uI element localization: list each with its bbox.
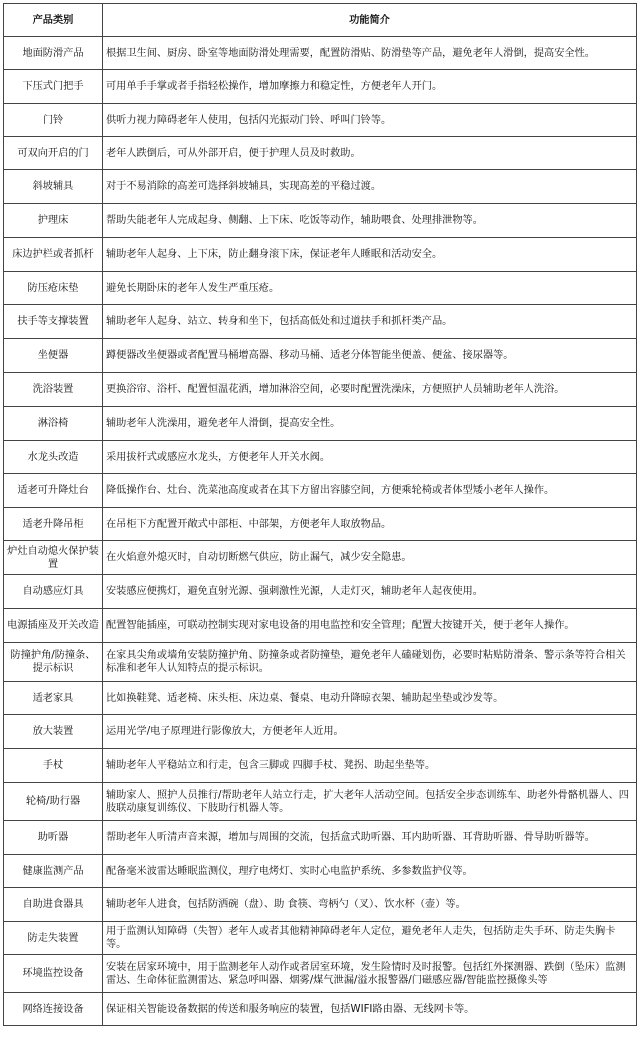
product-category: 床边护栏或者抓杆 <box>4 238 103 272</box>
product-category: 环境监控设备 <box>4 955 103 993</box>
table-row <box>4 955 637 993</box>
product-category: 防压疮床垫 <box>4 272 103 305</box>
product-category: 自助进食器具 <box>4 888 103 922</box>
product-category: 洗浴装置 <box>4 373 103 407</box>
product-category: 适老可升降灶台 <box>4 474 103 508</box>
table-row <box>4 682 637 715</box>
product-table <box>3 3 637 1026</box>
table-row <box>4 339 637 373</box>
product-description: 辅助家人、照护人员推行/帮助老年人站立行走，扩大老年人活动空间。包括安全步态训练车、助老外骨骼机器人、四肢联动康复训练仪、下肢助行机器人等。 <box>103 783 637 821</box>
table-row <box>4 238 637 272</box>
table-row <box>4 474 637 508</box>
product-description: 帮助老年人听清声音来源，增加与周围的交流，包括盒式助听器、耳内助听器、耳背助听器、骨导助听器等。 <box>103 821 637 855</box>
product-description: 配备毫米波雷达睡眠监测仪，理疗电烤灯、实时心电监护系统、多参数监护仪等。 <box>103 855 637 888</box>
table-header-row <box>4 4 637 37</box>
product-description: 安装在居家环境中，用于监测老年人动作或者居室环境，发生险情时及时报警。包括红外探测器、跌倒（坠床）监测雷达、生命体征监测雷达、紧急呼叫器、烟雾/煤气泄漏/溢水报警器/门磁感应器/智能监控摄像头等 <box>103 955 637 993</box>
table-row <box>4 104 637 137</box>
table-row <box>4 855 637 888</box>
table-row <box>4 993 637 1026</box>
product-category: 地面防滑产品 <box>4 37 103 70</box>
product-category: 下压式门把手 <box>4 70 103 104</box>
product-category: 网络连接设备 <box>4 993 103 1026</box>
table-row <box>4 541 637 575</box>
product-description: 配置智能插座，可联动控制实现对家电设备的用电监控和安全管理；配置大按键开关，便于老年人操作。 <box>103 609 637 643</box>
table-row <box>4 272 637 305</box>
product-description: 在火焰意外熄灭时，自动切断燃气供应，防止漏气，减少安全隐患。 <box>103 541 637 575</box>
product-category: 助听器 <box>4 821 103 855</box>
product-description: 老年人跌倒后，可从外部开启，便于护理人员及时救助。 <box>103 137 637 170</box>
product-category: 防走失装置 <box>4 922 103 955</box>
table-row <box>4 441 637 474</box>
product-description: 采用拔杆式或感应水龙头，方便老年人开关水阀。 <box>103 441 637 474</box>
product-description: 运用光学/电子原理进行影像放大，方便老年人近用。 <box>103 715 637 749</box>
product-description: 供听力视力障碍老年人使用，包括闪光振动门铃、呼叫门铃等。 <box>103 104 637 137</box>
product-description: 更换浴帘、浴杆、配置恒温花洒，增加淋浴空间，必要时配置洗澡床，方便照护人员辅助老年人洗浴。 <box>103 373 637 407</box>
table-row <box>4 407 637 441</box>
product-category: 轮椅/助行器 <box>4 783 103 821</box>
product-category: 门铃 <box>4 104 103 137</box>
table-row <box>4 643 637 682</box>
product-description: 保证相关智能设备数据的传送和服务响应的装置，包括WIFI路由器、无线网卡等。 <box>103 993 637 1026</box>
product-description: 根据卫生间、厨房、卧室等地面防滑处理需要，配置防滑贴、防滑垫等产品，避免老年人滑倒，提高安全性。 <box>103 37 637 70</box>
product-category: 适老升降吊柜 <box>4 508 103 541</box>
product-description: 在家具尖角或墙角安装防撞护角、防撞条或者防撞垫，避免老年人磕碰划伤，必要时粘贴防滑条、警示条等符合相关标准和老年人认知特点的提示标识。 <box>103 643 637 682</box>
table-row <box>4 609 637 643</box>
table-row <box>4 37 637 70</box>
product-category: 淋浴椅 <box>4 407 103 441</box>
product-category: 护理床 <box>4 204 103 238</box>
product-description: 辅助老年人起身、上下床，防止翻身滚下床，保证老年人睡眠和活动安全。 <box>103 238 637 272</box>
product-category: 防撞护角/防撞条、提示标识 <box>4 643 103 682</box>
product-description: 降低操作台、灶台、洗菜池高度或者在其下方留出容膝空间，方便乘轮椅或者体型矮小老年人操作。 <box>103 474 637 508</box>
table-row <box>4 305 637 339</box>
product-category: 可双向开启的门 <box>4 137 103 170</box>
table-row <box>4 373 637 407</box>
product-description: 比如换鞋凳、适老椅、床头柜、床边桌、餐桌、电动升降晾衣架、辅助起坐垫或沙发等。 <box>103 682 637 715</box>
product-description: 在吊柜下方配置开敞式中部柜、中部架，方便老年人取放物品。 <box>103 508 637 541</box>
product-description: 避免长期卧床的老年人发生严重压疮。 <box>103 272 637 305</box>
product-category: 坐便器 <box>4 339 103 373</box>
product-description: 辅助老年人起身、站立、转身和坐下，包括高低处和过道扶手和抓杆类产品。 <box>103 305 637 339</box>
table-row <box>4 888 637 922</box>
product-category: 适老家具 <box>4 682 103 715</box>
product-description: 用于监测认知障碍（失智）老年人或者其他精神障碍老年人定位，避免老年人走失，包括防走失手环、防走失胸卡等。 <box>103 922 637 955</box>
table-row <box>4 170 637 204</box>
product-description: 可用单手手掌或者手指轻松操作，增加摩擦力和稳定性，方便老年人开门。 <box>103 70 637 104</box>
product-category: 电源插座及开关改造 <box>4 609 103 643</box>
table-row <box>4 715 637 749</box>
product-description: 蹲便器改坐便器或者配置马桶增高器、移动马桶、适老分体智能坐便盖、便盆、接尿器等。 <box>103 339 637 373</box>
product-description: 辅助老年人平稳站立和行走，包含三脚或 四脚手杖、凳拐、助起坐垫等。 <box>103 749 637 783</box>
header-description: 功能简介 <box>103 4 637 37</box>
table-row <box>4 70 637 104</box>
table-row <box>4 821 637 855</box>
product-description: 对于不易消除的高差可选择斜坡辅具，实现高差的平稳过渡。 <box>103 170 637 204</box>
header-category: 产品类别 <box>4 4 103 37</box>
product-category: 健康监测产品 <box>4 855 103 888</box>
product-category: 水龙头改造 <box>4 441 103 474</box>
table-row <box>4 783 637 821</box>
table-row <box>4 575 637 609</box>
table-row <box>4 749 637 783</box>
table-row <box>4 204 637 238</box>
product-description: 帮助失能老年人完成起身、侧翻、上下床、吃饭等动作，辅助喂食、处理排泄物等。 <box>103 204 637 238</box>
product-category: 放大装置 <box>4 715 103 749</box>
product-category: 自动感应灯具 <box>4 575 103 609</box>
table-row <box>4 508 637 541</box>
product-category: 炉灶自动熄火保护装置 <box>4 541 103 575</box>
table-row <box>4 137 637 170</box>
product-description: 安装感应便携灯，避免直射光源、强刺激性光源，人走灯灭，辅助老年人起夜使用。 <box>103 575 637 609</box>
product-description: 辅助老年人洗澡用，避免老年人滑倒，提高安全性。 <box>103 407 637 441</box>
table-row <box>4 922 637 955</box>
product-description: 辅助老年人进食，包括防洒碗（盘）、助 食筷、弯柄勺（叉）、饮水杯（壶）等。 <box>103 888 637 922</box>
product-category: 斜坡辅具 <box>4 170 103 204</box>
product-category: 手杖 <box>4 749 103 783</box>
product-category: 扶手等支撑装置 <box>4 305 103 339</box>
